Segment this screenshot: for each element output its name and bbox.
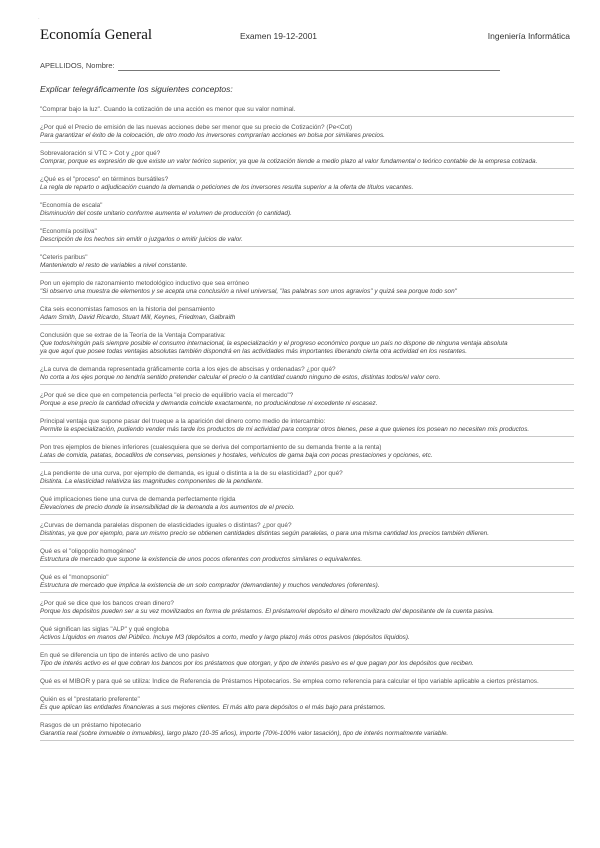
question-separator — [40, 324, 574, 325]
answer-text: Distinta. La elasticidad relativiza las magnitudes componentes de la pendiente. — [40, 478, 264, 485]
question-text: Qué implicaciones tiene una curva de demanda perfectamente rígida — [40, 496, 236, 503]
degree-name: Ingeniería Informática — [487, 31, 570, 41]
question-separator — [40, 566, 574, 567]
question-text: Qué significan las siglas "ALP" y qué engloba — [40, 626, 169, 633]
question-item — [40, 202, 574, 221]
question-separator — [40, 410, 574, 411]
question-text: Rasgos de un préstamo hipotecario — [40, 722, 141, 729]
question-separator — [40, 142, 574, 143]
question-text: ¿Qué es el "proceso" en términos bursátiles? — [40, 176, 169, 183]
question-text: Pon un ejemplo de razonamiento metodológico inductivo que sea erróneo — [40, 280, 249, 287]
answer-text: Descripción de los hechos sin emitir o juzgarlos o emitir juicios de valor. — [40, 236, 243, 243]
question-separator — [40, 488, 574, 489]
question-item — [40, 392, 574, 411]
question-text: Qué es el "monopsonio" — [40, 574, 109, 581]
question-item — [40, 124, 574, 143]
question-separator — [40, 272, 574, 273]
question-text: ¿La curva de demanda representada gráficamente corta a los ejes de abscisas y ordenadas? ¿por qué? — [40, 366, 336, 373]
answer-text: ya que aquí que posee todas ventajas absolutas también dispondrá en las actividades más importantes liberando cierta otra actividad en los restantes. — [40, 348, 468, 355]
answer-text: Adam Smith, David Ricardo, Stuart Mill, Keynes, Friedman, Galbraith — [40, 314, 236, 321]
exam-date: Examen 19-12-2001 — [240, 31, 318, 41]
question-separator — [40, 462, 574, 463]
question-item — [40, 548, 574, 567]
question-item — [40, 470, 574, 489]
question-item — [40, 366, 574, 385]
question-item — [40, 522, 574, 541]
question-text: "Comprar bajo la luz". Cuando la cotización de una acción es menor que su valor nominal. — [40, 106, 296, 113]
question-item — [40, 150, 574, 169]
answer-text: Disminución del coste unitario conforme aumenta el volumen de producción (o cantidad). — [40, 210, 292, 217]
question-text: Qué es el MIBOR y para qué se utiliza: Índice de Referencia de Préstamos Hipotecarios. Se emplea como referencia para calcular el tipo variable aplicable a ciertos préstamos. — [40, 678, 539, 685]
question-item — [40, 176, 574, 195]
question-text: ¿Por qué se dice que los bancos crean dinero? — [40, 600, 174, 607]
question-separator — [40, 246, 574, 247]
answer-text: Latas de comida, patatas, bocadillos de conservas, pensiones y hostales, vehículos de gama baja con pocas prestaciones y opciones, etc. — [40, 452, 433, 459]
answer-text: La regla de reparto o adjudicación cuando la demanda o peticiones de los inversores resulta superior a la oferta de títulos vacantes. — [40, 184, 414, 191]
question-text: Principal ventaja que supone pasar del trueque a la aparición del dinero como medio de intercambio: — [40, 418, 326, 425]
question-separator — [40, 298, 574, 299]
question-item — [40, 652, 574, 671]
question-item — [40, 444, 574, 463]
answer-text: Garantía real (sobre inmueble o inmuebles), largo plazo (10-35 años), importe (70%-100% valor tasación), tipo de interés normalmente variable. — [40, 730, 449, 737]
question-text: Qué es el "oligopolio homogéneo" — [40, 548, 137, 555]
question-text: Quién es el "prestatario preferente" — [40, 696, 140, 703]
question-item — [40, 254, 574, 273]
question-text: ¿Curvas de demanda paralelas disponen de elasticidades iguales o distintas? ¿por qué? — [40, 522, 292, 529]
question-text: Cita seis economistas famosos en la historia del pensamiento — [40, 306, 215, 313]
answer-text: Para garantizar el éxito de la colocación, de otro modo los inversores comprarían acciones en bolsa por similares precios. — [40, 132, 385, 139]
answer-text: Comprar, porque es expresión de que existe un valor teórico superior, ya que la cotización tiende a medio plazo al valor fundamental o teórico contable de la empresa cotizada. — [40, 158, 538, 165]
question-text: "Economía positiva" — [40, 228, 97, 235]
answer-text: No corta a los ejes porque no tendría sentido pretender calcular el precio o la cantidad cuando ninguno de estos, distintas todos/el valor cero. — [40, 374, 441, 381]
question-separator — [40, 116, 574, 117]
answer-text: "Si observo una muestra de elementos y se acepta una conclusión a nivel universal, "las palabras son unos agravios" y quizá sea porque todo son" — [40, 288, 457, 295]
document-header — [40, 27, 570, 47]
question-text: En qué se diferencia un tipo de interés activo de uno pasivo — [40, 652, 210, 659]
answer-text: Que todos/ningún país siempre posible el consumo internacional, la especialización y el progreso económico porque un país no dispone de ninguna ventaja absoluta — [40, 340, 508, 347]
question-text: Pon tres ejemplos de bienes inferiores (cualesquiera que se deriva del comportamiento de su demanda frente a la renta) — [40, 444, 382, 451]
question-item — [40, 496, 574, 515]
question-item — [40, 722, 574, 741]
subject-title: Economía General — [40, 27, 153, 43]
question-item — [40, 228, 574, 247]
instruction-text: Explicar telegráficamente los siguientes conceptos: — [40, 84, 233, 94]
answer-text: Estructura de mercado que supone la existencia de unos pocos oferentes con productos similares o equivalentes. — [40, 556, 363, 563]
question-item — [40, 574, 574, 593]
question-text: "Economía de escala" — [40, 202, 103, 209]
question-separator — [40, 740, 574, 741]
question-separator — [40, 194, 574, 195]
question-list — [40, 106, 574, 748]
question-item — [40, 678, 574, 689]
question-text: ¿Por qué se dice que en competencia perfecta "el precio de equilibrio vacía el mercado"? — [40, 392, 294, 399]
answer-text: Manteniendo el resto de variables a nivel constante. — [40, 262, 188, 269]
answer-text: Estructura de mercado que implica la existencia de un solo comprador (demandante) y muchos vendedores (oferentes). — [40, 582, 380, 589]
question-separator — [40, 688, 574, 689]
question-separator — [40, 358, 574, 359]
question-separator — [40, 436, 574, 437]
answer-text: Tipo de interés activo es el que cobran los bancos por los préstamos que otorgan, y tipo de interés pasivo es el que pagan por los depósitos que reciben. — [40, 660, 474, 667]
question-separator — [40, 168, 574, 169]
question-text: Sobrevaloración si VTC > Cot y ¿por qué? — [40, 150, 161, 157]
question-text: "Ceteris paribus" — [40, 254, 88, 261]
question-text: ¿Por qué el Precio de emisión de las nuevas acciones debe ser menor que su precio de Cotización? (Pe<Cot) — [40, 124, 353, 131]
question-separator — [40, 384, 574, 385]
question-separator — [40, 618, 574, 619]
corner-mark: · — [38, 16, 40, 22]
question-separator — [40, 540, 574, 541]
question-item — [40, 106, 574, 117]
question-item — [40, 306, 574, 325]
answer-text: Es que aplican las entidades financieras a sus mejores clientes. El más alto para depósitos o el más bajo para préstamos. — [40, 704, 386, 711]
answer-text: Porque los depósitos pueden ser a su vez movilizados en forma de préstamos. El préstamo/el depósito el dinero movilizado del depositante de la cuenta pasiva. — [40, 608, 494, 615]
name-field-row — [40, 61, 500, 70]
question-text: Conclusión que se extrae de la Teoría de la Ventaja Comparativa: — [40, 332, 226, 339]
question-item — [40, 332, 574, 359]
question-item — [40, 600, 574, 619]
question-separator — [40, 670, 574, 671]
question-separator — [40, 220, 574, 221]
question-separator — [40, 714, 574, 715]
question-separator — [40, 592, 574, 593]
answer-text: Permite la especialización, pudiendo vender más tarde los productos de mi actividad para comprar otros bienes, pese a que quienes los posean no necesiten mis productos. — [40, 426, 530, 433]
question-item — [40, 626, 574, 645]
question-item — [40, 280, 574, 299]
answer-text: Elevaciones de precio donde la insensibilidad de la demanda a los aumentos de el precio. — [40, 504, 295, 511]
question-separator — [40, 514, 574, 515]
question-item — [40, 696, 574, 715]
question-separator — [40, 644, 574, 645]
name-blank-line — [118, 70, 500, 71]
question-item — [40, 418, 574, 437]
name-label: APELLIDOS, Nombre: — [40, 61, 115, 70]
answer-text: Porque a ese precio la cantidad ofrecida y demanda coincide exactamente, no produciéndose ni excedente ni escasez. — [40, 400, 378, 407]
answer-text: Activos Líquidos en manos del Público. Incluye M3 (depósitos a corto, medio y largo plazo) más otros pasivos (depósitos líquidos). — [40, 634, 410, 641]
question-text: ¿La pendiente de una curva, por ejemplo de demanda, es igual o distinta a la de su elasticidad? ¿por qué? — [40, 470, 343, 477]
answer-text: Distintas, ya que por ejemplo, para un mismo precio se obtienen cantidades distintas según paralelas, o para una misma cantidad los precios también difieren. — [40, 530, 490, 537]
